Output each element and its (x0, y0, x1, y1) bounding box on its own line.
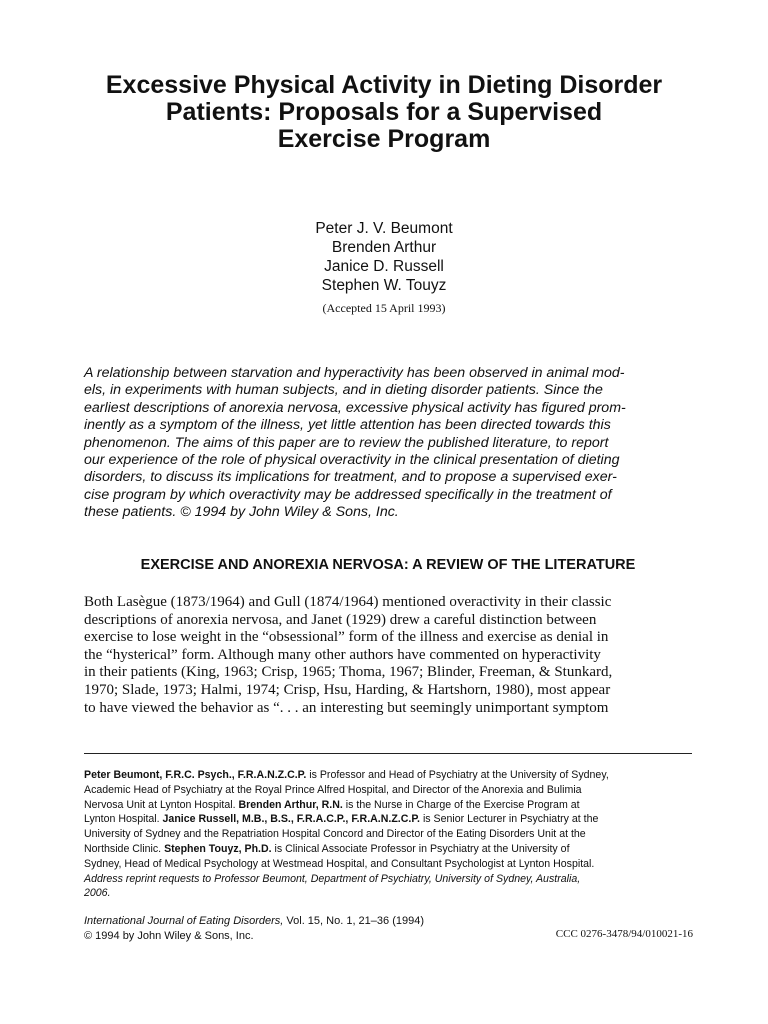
footnote-line: Sydney, Head of Medical Psychology at Westmead Hospital, and Consultant Psychologist at Lynton Hospital. (84, 857, 595, 870)
section-heading: EXERCISE AND ANOREXIA NERVOSA: A REVIEW OF THE LITERATURE (140, 557, 636, 573)
journal-name: International Journal of Eating Disorders, (84, 915, 284, 927)
body-line: to have viewed the behavior as “. . . an interesting but seemingly unimportant symptom (84, 699, 609, 716)
footnote-line (84, 812, 696, 827)
author-credential: Brenden Arthur, R.N. (238, 798, 343, 811)
author-credential: Janice Russell, M.B., B.S., F.R.A.C.P., F.R.A.N.Z.C.P. (162, 813, 420, 826)
copyright-line: © 1994 by John Wiley & Sons, Inc. (84, 929, 254, 942)
footnote-line: Academic Head of Psychiatry at the Royal Prince Alfred Hospital, and Director of the Anorexia and Bulimia (84, 783, 582, 796)
ccc-code: CCC 0276-3478/94/010021-16 (555, 928, 693, 940)
author-credential: Stephen Touyz, Ph.D. (164, 842, 272, 855)
author-footnote (84, 768, 696, 901)
footnote-line: University of Sydney and the Repatriation Hospital Concord and Director of the Eating Disorders Unit at the (84, 828, 586, 841)
footnote-text: Nervosa Unit at Lynton Hospital. (84, 798, 239, 811)
abstract-line: our experience of the role of physical overactivity in the clinical presentation of dieting (84, 452, 620, 469)
footnote-text: is the Nurse in Charge of the Exercise Program at (342, 798, 580, 811)
abstract-line: these patients. © 1994 by John Wiley & Sons, Inc. (84, 504, 399, 521)
footnote-line (84, 842, 696, 857)
author-name: Stephen W. Touyz (321, 277, 447, 294)
abstract-line: els, in experiments with human subjects, and in dieting disorder patients. Since the (84, 382, 603, 399)
title-line: Excessive Physical Activity in Dieting Disorder (105, 71, 663, 99)
footnote-text: is Professor and Head of Psychiatry at the University of Sydney, (306, 769, 609, 781)
author-list (234, 219, 534, 295)
journal-citation (84, 914, 424, 943)
body-paragraph (84, 594, 692, 717)
abstract-line: earliest descriptions of anorexia nervosa, excessive physical activity has figured prom- (84, 399, 626, 416)
author-name: Janice D. Russell (324, 258, 444, 275)
reprint-address: 2006. (84, 887, 111, 900)
body-line: 1970; Slade, 1973; Halmi, 1974; Crisp, Hsu, Harding, & Hartshorn, 1980), most appear (84, 681, 611, 698)
footnote-line (84, 798, 696, 813)
title-line: Patients: Proposals for a Supervised (165, 98, 603, 126)
paper-title (60, 72, 708, 153)
abstract (84, 365, 692, 522)
accepted-date: (Accepted 15 April 1993) (322, 301, 446, 315)
abstract-line: inently as a symptom of the illness, yet little attention has been directed towards this (84, 417, 611, 434)
footnote-line (84, 768, 696, 783)
abstract-line: disorders, to discuss its implications for treatment, and to propose a supervised exer- (84, 469, 617, 486)
abstract-line: phenomenon. The aims of this paper are to review the published literature, to report (84, 434, 609, 451)
author-name: Brenden Arthur (331, 239, 437, 256)
footnote-text: Northside Clinic. (84, 842, 165, 855)
title-line: Exercise Program (277, 125, 491, 153)
body-line: Both Lasègue (1873/1964) and Gull (1874/1964) mentioned overactivity in their classic (84, 594, 612, 610)
body-line: the “hysterical” form. Although many other authors have commented on hyperactivity (84, 646, 601, 663)
author-credential: Peter Beumont, F.R.C. Psych., F.R.A.N.Z.C.P. (84, 769, 307, 781)
footnote-text: is Clinical Associate Professor in Psychiatry at the University of (271, 842, 570, 855)
author-name: Peter J. V. Beumont (315, 220, 453, 237)
body-line: in their patients (King, 1963; Crisp, 1965; Thoma, 1967; Blinder, Freeman, & Stunkard, (84, 664, 613, 681)
journal-line (84, 914, 424, 929)
reprint-address: Address reprint requests to Professor Beumont, Department of Psychiatry, University of Sydney, Australia, (84, 872, 581, 885)
footnote-divider (84, 753, 692, 754)
footnote-text: is Senior Lecturer in Psychiatry at the (420, 813, 599, 826)
journal-details: Vol. 15, No. 1, 21–36 (1994) (283, 915, 424, 927)
body-line: descriptions of anorexia nervosa, and Janet (1929) drew a careful distinction between (84, 611, 597, 628)
abstract-line: cise program by which overactivity may be addressed specifically in the treatment of (84, 486, 612, 503)
footnote-text: Lynton Hospital. (84, 813, 163, 826)
abstract-line: A relationship between starvation and hyperactivity has been observed in animal mod- (84, 365, 625, 381)
body-line: exercise to lose weight in the “obsessional” form of the illness and exercise as denial in (84, 629, 609, 646)
